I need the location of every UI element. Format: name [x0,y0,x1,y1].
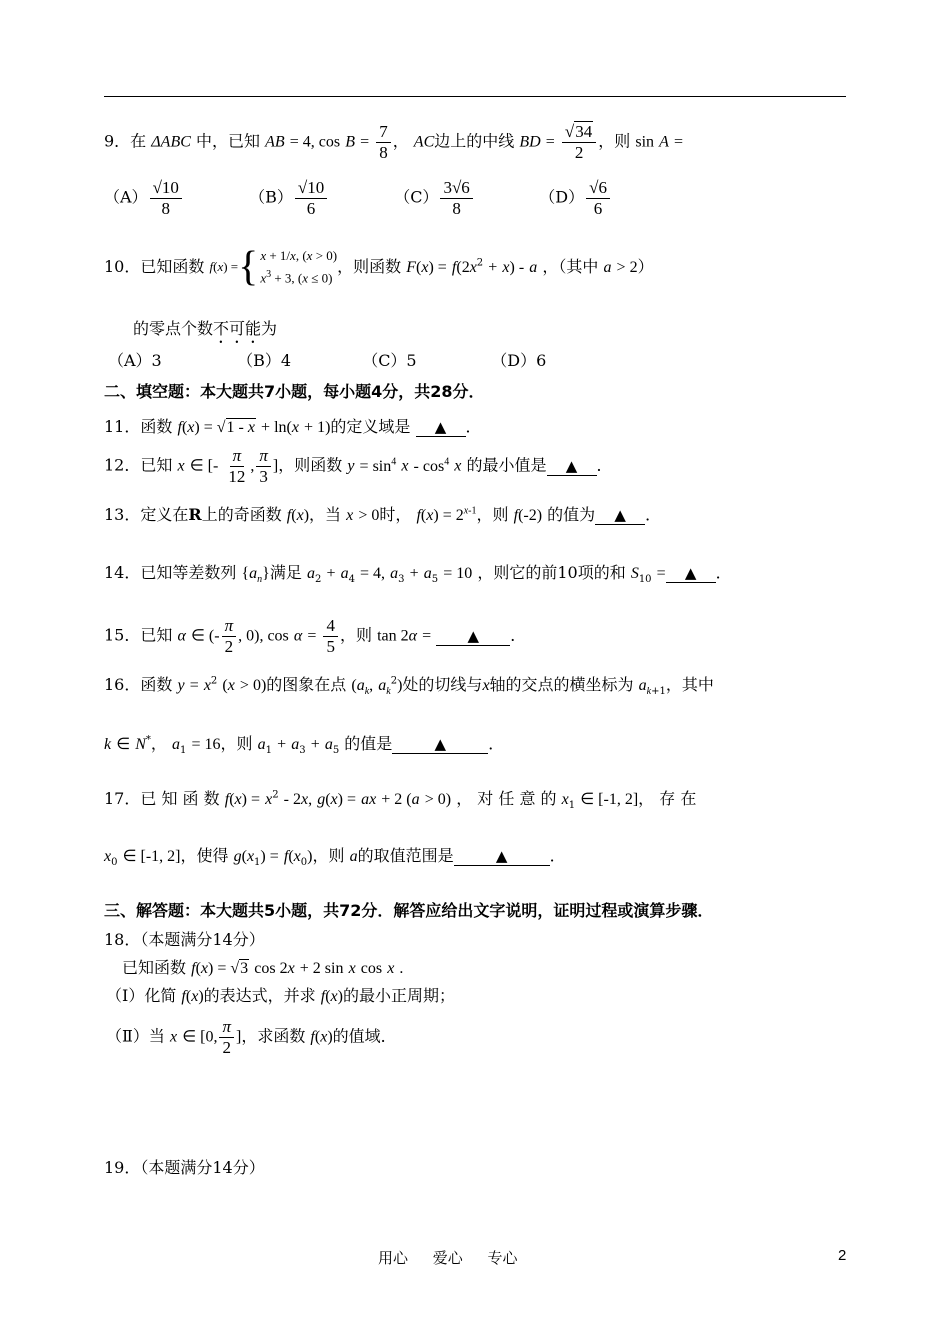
question-11: 11．函数 f(x) = √1 - x + ln(x + 1)的定义域是 ▲ ． [104,417,482,436]
page-number: 2 [838,1247,847,1264]
question-17: 17．已 知 函 数 $f(x) = x^2 - 2x$, g(x) = ax + 2 (a > 0) ， 对 任 意 的 $x_1$ ∈ [-1, 2]， 存 在 [104,789,697,812]
page-footer: 用心 爱心 专心 [378,1249,518,1267]
question-10: 10．已知函数 f ( x ) = { x + 1/x, (x > 0) $x^3 + 3$, (x ≤ 0) ，则函数 $F(x) = f(2x^2 + x) - a$ ，（其中 a > 2） [104,244,654,291]
question-10-options: （A）3 （B）4 （C）5 （D）6 [108,351,547,370]
question-10-line2: 的零点个数不可能为 [133,319,278,338]
answer-blank-16: ▲ [392,735,488,754]
question-18-title: 18．（本题满分14分） [104,930,265,949]
question-16: 16．函数 $y = x^2$ (x > 0)的图象在点 ($a_k$, $a_k^2$)处的切线与x轴的交点的横坐标为 $a_{k+1}$，其中 [104,675,714,698]
question-18-given: 已知函数 f(x) = √3 cos 2x + 2 sin x cos x . [122,958,404,977]
question-19-title: 19．（本题满分14分） [104,1158,265,1177]
answer-blank-14: ▲ [666,564,716,583]
section-3-heading: 三、解答题：本大题共5小题，共72分．解答应给出文字说明，证明过程或演算步骤． [104,901,714,920]
answer-blank-13: ▲ [595,506,645,525]
question-12: 12．已知 x ∈ [- $\frac{\pi}{12}$ , $\frac{\pi}{3}$ ]，则函数 $y = \sin^4 x - \cos^4 x$ 的最小值是 ▲ ． [104,446,613,486]
question-16-line2: k ∈ N*， $a_1 = 16$，则 $a_1 + a_3 + a_5$ 的值是 ▲ ． [104,734,505,757]
question-18-part-1: （Ⅰ）化简 f(x)的表达式，并求 f(x)的最小正周期； [106,986,455,1005]
answer-blank-11: ▲ [416,418,466,437]
answer-blank-15: ▲ [436,627,510,646]
question-9: 9．在 ΔABC 中，已知 AB = 4, cos B = $\frac{7}{8}$ ， AC边上的中线 BD = $\frac{√34}{2}$ ，则 sin A = [104,122,684,162]
question-9-options: （A） $\frac{√10}{8}$ （B） $\frac{√10}{6}$ （C） $\frac{3√6}{8}$ （D） $\frac{√6}{6}$ [104,178,612,218]
question-17-line2: $x_0$ ∈ [-1, 2]，使得 $g(x_1) = f(x_0)$，则 a的取值范围是 ▲ ． [104,846,566,869]
question-18-part-2: （Ⅱ）当 x ∈ [0, $\frac{\pi}{2}$ ]，求函数 f(x)的值域． [106,1017,397,1057]
header-rule [104,96,846,97]
question-15: 15．已知 α ∈ (- $\frac{\pi}{2}$ , 0), cos α = $\frac{4}{5}$ ，则 tan 2α = ▲ ． [104,616,527,656]
question-13: 13．定义在R上的奇函数 f(x)，当 x > 0时， $f(x) = 2^{x-1}$，则 f(-2) 的值为 ▲ ． [104,505,662,524]
answer-blank-12: ▲ [547,457,597,476]
answer-blank-17: ▲ [454,847,550,866]
section-2-heading: 二、填空题：本大题共7小题，每小题4分，共28分． [104,382,485,401]
question-14: 14．已知等差数列 $\{a_n\}$满足 $a_2 + a_4 = 4$, $a_3 + a_5 = 10$ ，则它的前10项的和 $S_{10}$ = ▲ ． [104,563,732,586]
